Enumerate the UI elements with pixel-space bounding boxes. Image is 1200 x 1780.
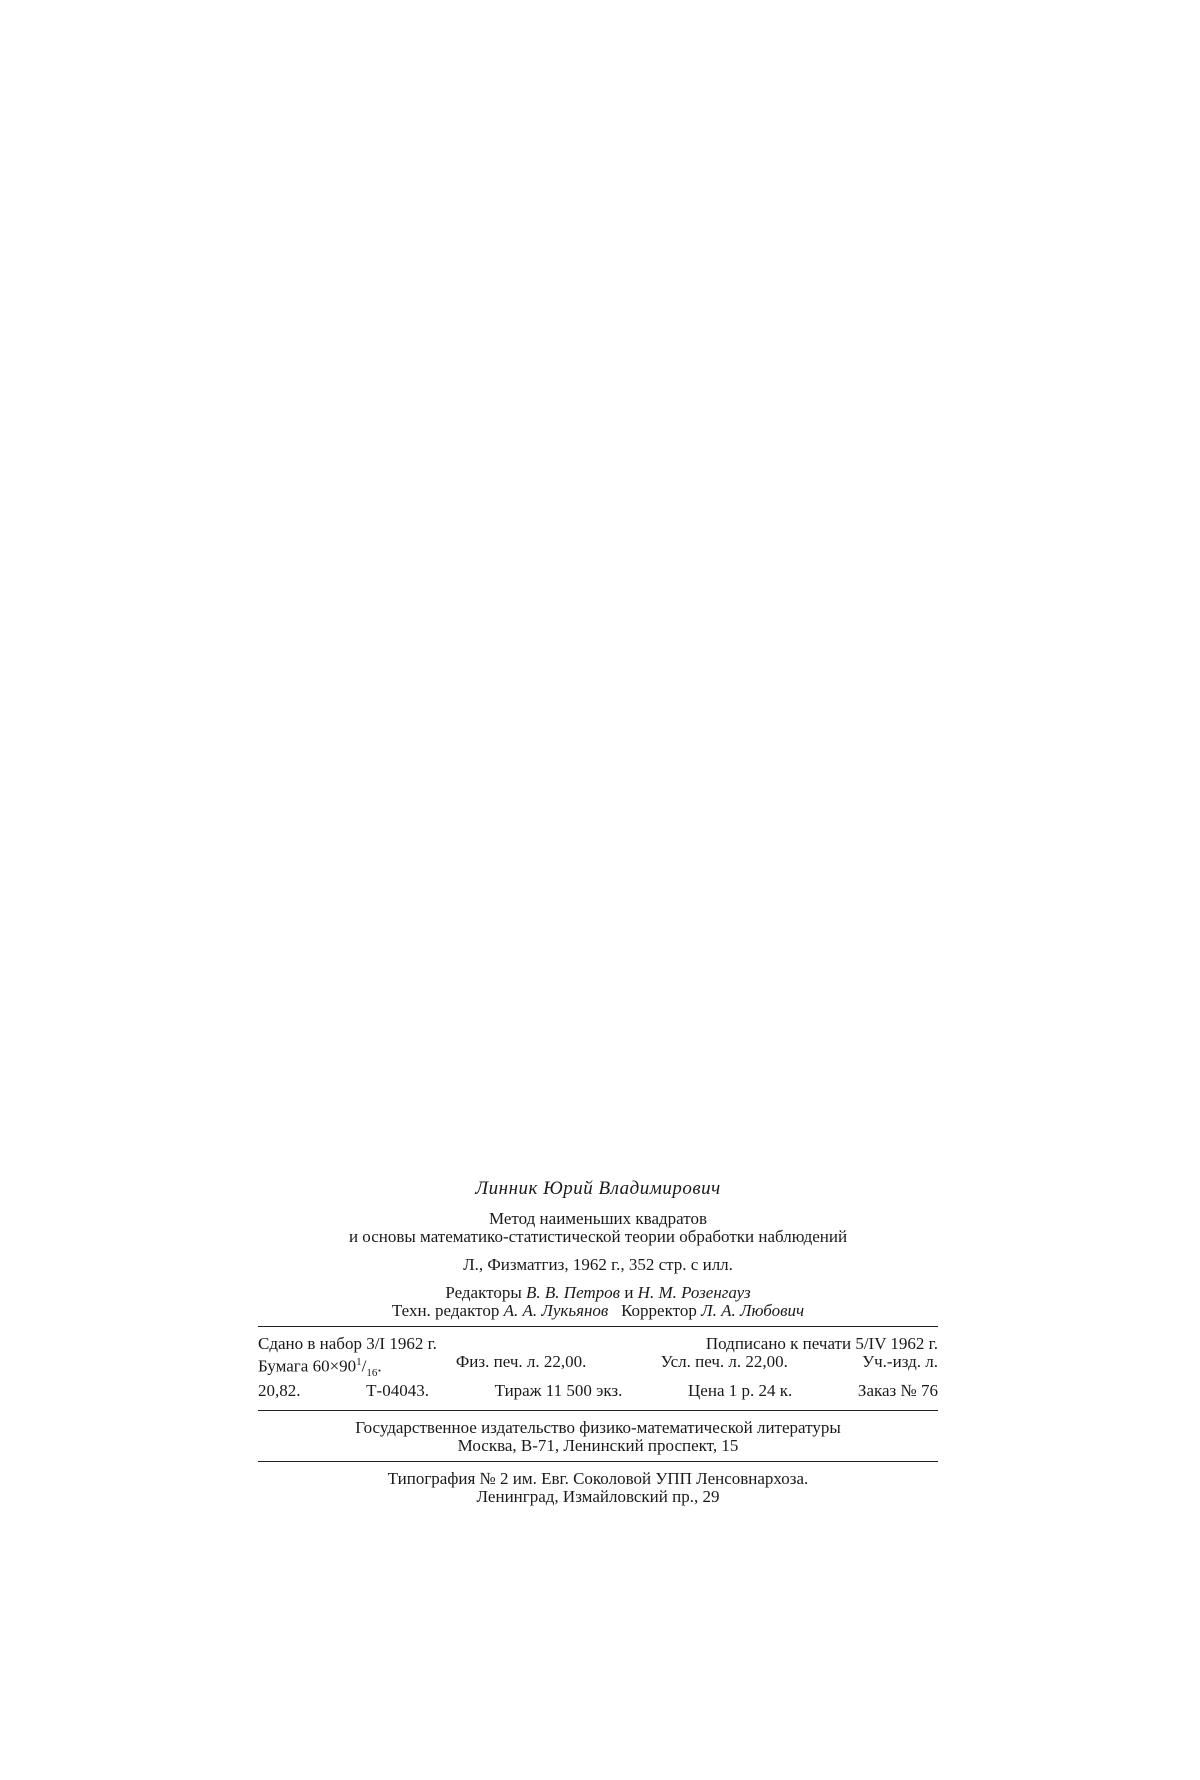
spec-item: Усл. печ. л. 22,00. [660,1352,788,1371]
specs-row [258,1382,938,1400]
editor-name: В. В. Петров [526,1283,621,1302]
spec-paper-format: Бумага $60\times 90^1/_{16}$. [258,1356,382,1380]
editors-label: Редакторы [445,1283,522,1302]
corrector-name: Л. А. Любович [701,1301,805,1320]
spec-item: Тираж 11 500 экз. [494,1381,623,1401]
tech-editor-label: Техн. редактор [391,1301,500,1320]
title-line: Метод наименьших квадратов [489,1209,707,1228]
book-title [258,1210,938,1246]
spec-item: Уч.-изд. л. [862,1352,938,1371]
specs-row [258,1335,938,1353]
printer-block [258,1470,938,1506]
publisher-block [258,1419,938,1455]
spec-item: Заказ № 76 [857,1381,938,1401]
publication-line: Л., Физматгиз, 1962 г., 352 стр. с илл. [463,1255,733,1274]
editors-conjunction: и [624,1283,634,1302]
title-line: и основы математико-статистической теории обработки наблюдений [348,1227,848,1246]
spec-item: Т-04043. [366,1381,429,1401]
corrector-label: Корректор [621,1301,697,1320]
editor-name: Н. М. Розенгауз [637,1283,751,1302]
publisher-line: Государственное издательство физико-математической литературы [355,1418,841,1438]
divider-rule [258,1410,938,1411]
spec-item: Цена 1 р. 24 к. [688,1381,793,1401]
editors-block [258,1284,938,1320]
divider-rule [258,1326,938,1327]
printer-line: Типография № 2 им. Евг. Соколовой УПП Ленсовнархоза. [387,1469,809,1489]
author-name: Линник Юрий Владимирович [475,1178,721,1199]
divider-rule [258,1461,938,1462]
spec-item: Подписано к печати 5/IV 1962 г. [705,1334,938,1353]
print-specs [258,1335,938,1400]
specs-row [258,1353,938,1382]
editors-line [258,1284,938,1302]
spec-item: Физ. печ. л. 22,00. [455,1352,587,1371]
tech-editor-line [258,1302,938,1320]
spec-item: Сдано в набор 3/I 1962 г. [258,1334,437,1353]
publisher-line: Москва, В-71, Ленинский проспект, 15 [457,1436,739,1456]
imprint-block [258,1180,938,1506]
tech-editor-name: А. А. Лукьянов [503,1301,609,1320]
printer-line: Ленинград, Измайловский пр., 29 [476,1487,720,1507]
spec-item: 20,82. [258,1381,301,1401]
